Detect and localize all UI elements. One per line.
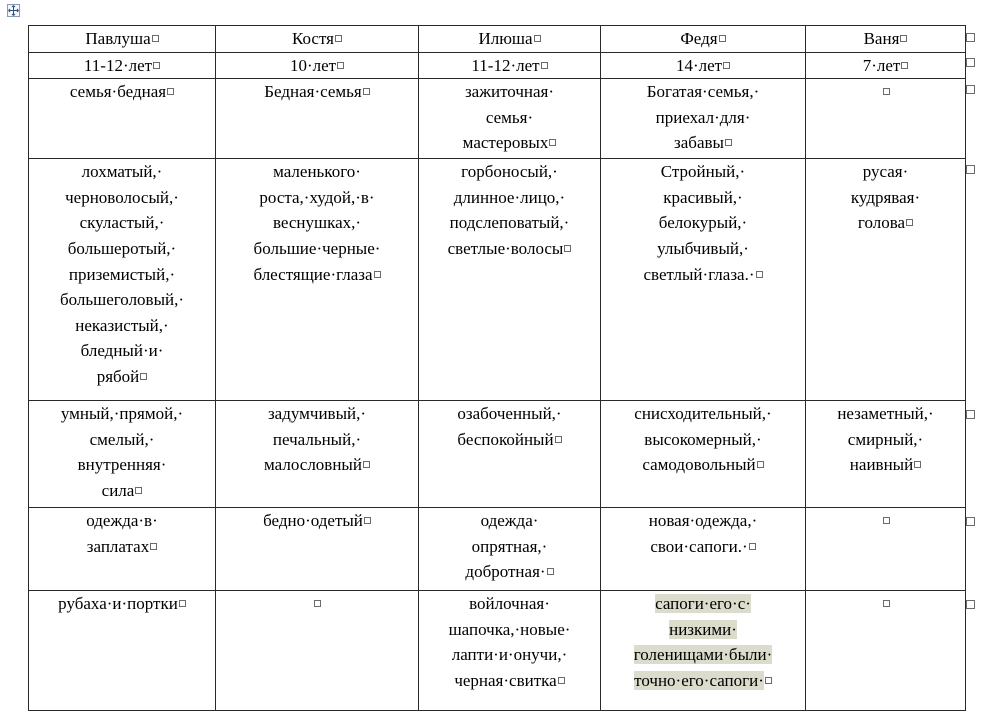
table-cell[interactable] <box>806 26 966 53</box>
cell-text-line: русая· <box>862 162 909 182</box>
table-cell[interactable] <box>601 508 806 591</box>
table-cell[interactable] <box>806 591 966 711</box>
table-cell[interactable] <box>216 401 419 508</box>
cell-text-line: шапочка,·новые· <box>448 619 571 639</box>
cell-text-line: приземистый,· <box>68 264 176 284</box>
cell-text-line: блестящие·глаза <box>253 264 373 284</box>
details-row <box>29 591 966 711</box>
cell-text-line: Ваня <box>863 29 900 48</box>
end-of-cell-mark-icon <box>167 88 174 95</box>
end-of-cell-mark-icon <box>364 517 371 524</box>
end-of-cell-mark-icon <box>719 35 726 42</box>
table-cell[interactable] <box>29 79 216 159</box>
age-row <box>29 52 966 79</box>
table-cell[interactable] <box>419 52 601 79</box>
end-of-cell-mark-icon <box>179 600 186 607</box>
end-of-cell-mark-icon <box>906 219 913 226</box>
cell-text-line: Илюша <box>478 29 533 48</box>
end-of-cell-mark-icon <box>335 35 342 42</box>
cell-text-line: внутренняя· <box>77 455 167 475</box>
cell-text-line: высокомерный,· <box>644 429 762 449</box>
cell-text-line: опрятная,· <box>471 536 548 556</box>
cell-text-line: наивный <box>849 455 914 475</box>
table-cell[interactable] <box>419 591 601 711</box>
end-of-cell-mark-icon <box>547 568 554 575</box>
end-of-cell-mark-icon <box>756 271 763 278</box>
cell-text-line: лохматый,· <box>81 162 163 182</box>
table-cell[interactable] <box>601 591 806 711</box>
cell-text-line: Костя <box>292 29 334 48</box>
cell-text-line: горбоносый,· <box>461 162 558 182</box>
end-of-cell-mark-icon <box>555 436 562 443</box>
table-cell[interactable] <box>29 508 216 591</box>
table-cell[interactable] <box>601 159 806 401</box>
appearance-row <box>29 159 966 401</box>
table-cell[interactable] <box>216 79 419 159</box>
end-of-cell-mark-icon <box>374 271 381 278</box>
cell-text-line: беспокойный <box>457 429 554 449</box>
end-of-cell-mark-icon <box>900 35 907 42</box>
cell-text-line: маленького· <box>273 162 361 182</box>
cell-text-line: подслеповатый,· <box>449 213 570 233</box>
cell-text-line: зажиточная· <box>464 82 555 102</box>
cell-text-line: Стройный,· <box>660 162 746 182</box>
cell-text-line: мастеровых <box>462 133 549 153</box>
table-cell[interactable] <box>29 401 216 508</box>
end-of-cell-mark-icon <box>135 487 142 494</box>
cell-text-line: светлые·волосы <box>447 238 564 258</box>
table-cell[interactable] <box>601 52 806 79</box>
cell-text-line: смелый,· <box>89 429 155 449</box>
table-cell[interactable] <box>806 159 966 401</box>
end-of-cell-mark-icon <box>723 62 730 69</box>
end-of-cell-mark-icon <box>757 461 764 468</box>
end-of-cell-mark-icon <box>152 35 159 42</box>
table-move-handle-icon[interactable] <box>7 4 20 17</box>
cell-text-line: веснушках,· <box>272 213 362 233</box>
cell-text-line: семья· <box>485 107 534 127</box>
table-cell[interactable] <box>601 79 806 159</box>
end-of-cell-mark-icon <box>337 62 344 69</box>
cell-text-line: одежда· <box>480 511 539 531</box>
cell-text-line: голенищами·были· <box>633 645 773 665</box>
cell-text-line: незаметный,· <box>837 404 934 424</box>
cell-text-line: добротная· <box>465 562 546 582</box>
characters-table <box>28 25 966 711</box>
end-of-cell-mark-icon <box>549 139 556 146</box>
end-of-cell-mark-icon <box>534 35 541 42</box>
table-cell[interactable] <box>29 591 216 711</box>
table-cell[interactable] <box>419 508 601 591</box>
table-cell[interactable] <box>806 508 966 591</box>
table-cell[interactable] <box>216 159 419 401</box>
table-cell[interactable] <box>216 508 419 591</box>
cell-text-line: 11-12·лет <box>471 55 540 75</box>
cell-text-line: приехал·для· <box>655 107 751 127</box>
cell-text-line: неказистый,· <box>75 315 169 335</box>
cell-text-line: войлочная· <box>469 594 550 614</box>
end-of-row-mark-icon <box>966 85 975 94</box>
cell-text-line: самодовольный <box>642 455 756 475</box>
header-row <box>29 26 966 53</box>
end-of-row-mark-icon <box>966 517 975 526</box>
table-cell[interactable] <box>29 26 216 53</box>
cell-text-line: задумчивый,· <box>267 404 367 424</box>
cell-text-line: Федя <box>680 29 718 48</box>
table-cell[interactable] <box>419 159 601 401</box>
cell-text-line: рубаха·и·портки <box>58 594 178 614</box>
table-cell[interactable] <box>216 26 419 53</box>
end-of-cell-mark-icon <box>725 139 732 146</box>
end-of-cell-mark-icon <box>901 62 908 69</box>
end-of-cell-mark-icon <box>153 62 160 69</box>
end-of-cell-mark-icon <box>883 517 890 524</box>
cell-text-line: Павлуша <box>85 29 151 48</box>
cell-text-line: кудрявая· <box>850 187 921 207</box>
cell-text-line: бледный·и· <box>80 341 164 361</box>
table-cell[interactable] <box>216 52 419 79</box>
cell-text-line: лапти·и·онучи,· <box>451 645 568 665</box>
cell-text-line: 7·лет <box>862 55 901 75</box>
end-of-row-mark-icon <box>966 165 975 174</box>
cell-text-line: длинное·лицо,· <box>453 187 566 207</box>
end-of-cell-mark-icon <box>564 245 571 252</box>
table-cell[interactable] <box>419 79 601 159</box>
cell-text-line: низкими· <box>669 619 737 639</box>
family-row <box>29 79 966 159</box>
cell-text-line: красивый,· <box>663 187 743 207</box>
cell-text-line: 11-12·лет <box>83 55 153 75</box>
end-of-cell-mark-icon <box>914 461 921 468</box>
cell-text-line: умный,·прямой,· <box>60 404 184 424</box>
end-of-cell-mark-icon <box>558 677 565 684</box>
cell-text-line: светлый·глаза.· <box>643 264 755 284</box>
cell-text-line: печальный,· <box>272 429 362 449</box>
end-of-row-mark-icon <box>966 410 975 419</box>
cell-text-line: черная·свитка <box>454 670 557 690</box>
table-cell[interactable] <box>419 401 601 508</box>
table-cell[interactable] <box>806 52 966 79</box>
cell-text-line: большие·черные· <box>253 238 381 258</box>
end-of-cell-mark-icon <box>363 88 370 95</box>
cell-text-line: малословный <box>264 455 362 475</box>
cell-text-line: белокурый,· <box>658 213 748 233</box>
cell-text-line: черноволосый,· <box>65 187 179 207</box>
end-of-cell-mark-icon <box>749 543 756 550</box>
cell-text-line: большеротый,· <box>67 238 177 258</box>
cell-text-line: сила <box>101 480 135 500</box>
cell-text-line: улыбчивый,· <box>657 238 749 258</box>
cell-text-line: свои·сапоги.· <box>650 536 748 556</box>
table-cell[interactable] <box>29 52 216 79</box>
cell-text-line: смирный,· <box>847 429 924 449</box>
table-cell[interactable] <box>419 26 601 53</box>
end-of-row-mark-icon <box>966 33 975 42</box>
end-of-cell-mark-icon <box>765 677 772 684</box>
cell-text-line: 10·лет <box>289 55 337 75</box>
character-row <box>29 401 966 508</box>
cell-text-line: снисходительный,· <box>634 404 772 424</box>
cell-text-line: скуластый,· <box>79 213 165 233</box>
cell-text-line: сапоги·его·с· <box>655 594 751 614</box>
table-cell[interactable] <box>216 591 419 711</box>
cell-text-line: заплатах <box>86 536 150 556</box>
end-of-cell-mark-icon <box>883 88 890 95</box>
table-cell[interactable] <box>601 26 806 53</box>
cell-text-line: роста,·худой,·в· <box>259 187 375 207</box>
table-cell[interactable] <box>29 159 216 401</box>
cell-text-line: Бедная·семья <box>264 82 362 102</box>
cell-text-line: озабоченный,· <box>457 404 562 424</box>
end-of-cell-mark-icon <box>363 461 370 468</box>
clothing-row <box>29 508 966 591</box>
cell-text-line: одежда·в· <box>86 511 158 531</box>
end-of-cell-mark-icon <box>140 373 147 380</box>
end-of-cell-mark-icon <box>150 543 157 550</box>
cell-text-line: большеголовый,· <box>59 290 185 310</box>
cell-text-line: семья·бедная <box>69 82 167 102</box>
cell-text-line: бедно·одетый <box>263 511 363 531</box>
cell-text-line: забавы <box>674 133 724 153</box>
cell-text-line: рябой <box>96 366 140 386</box>
cell-text-line: 14·лет <box>675 55 723 75</box>
end-of-row-mark-icon <box>966 58 975 67</box>
end-of-cell-mark-icon <box>883 600 890 607</box>
table-cell[interactable] <box>806 401 966 508</box>
end-of-cell-mark-icon <box>541 62 548 69</box>
cell-text-line: новая·одежда,· <box>648 511 758 531</box>
cell-text-line: голова <box>857 213 906 233</box>
end-of-cell-mark-icon <box>314 600 321 607</box>
table-cell[interactable] <box>601 401 806 508</box>
cell-text-line: точно·его·сапоги· <box>634 670 764 690</box>
cell-text-line: Богатая·семья,· <box>646 82 760 102</box>
end-of-row-mark-icon <box>966 600 975 609</box>
table-cell[interactable] <box>806 79 966 159</box>
